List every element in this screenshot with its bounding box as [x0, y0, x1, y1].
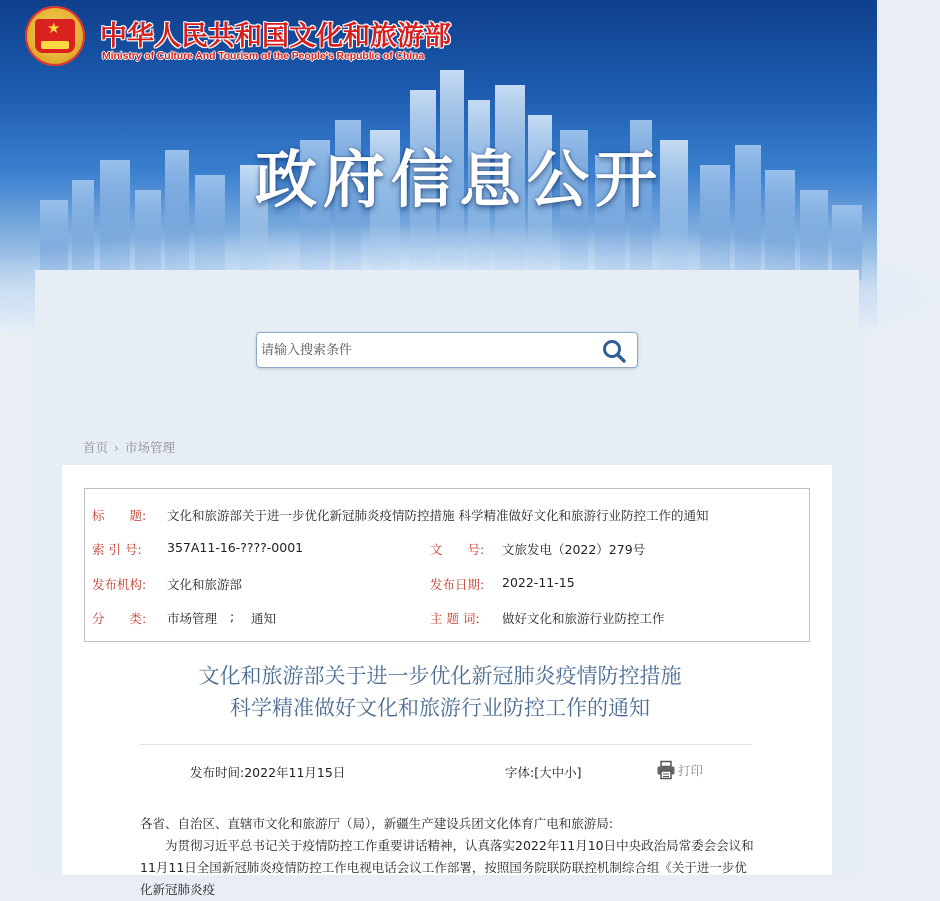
meta-pubdate-label: 发布日期:: [430, 577, 485, 592]
meta-index-value: 357A11-16-????-0001: [167, 540, 304, 555]
font-size-label: 字体:: [505, 765, 535, 780]
meta-title-value: 文化和旅游部关于进一步优化新冠肺炎疫情防控措施 科学精准做好文化和旅游行业防控工作的通知: [167, 508, 709, 523]
search-input[interactable]: [257, 333, 587, 367]
print-button[interactable]: [656, 760, 703, 780]
font-size-medium-link[interactable]: 中: [551, 765, 565, 780]
meta-category-value-2: 通知: [251, 611, 277, 626]
font-bracket-open: [: [534, 765, 540, 780]
article-paragraph-2: 为贯彻习近平总书记关于疫情防控工作重要讲话精神，认真落实2022年11月10日中央政治局常委会会议和11月11日全国新冠肺炎疫情防控工作电视电话会议工作部署，按照国务院联防联控机制综合组《关于进一步优化新冠肺炎疫: [140, 838, 754, 897]
font-size-small-link[interactable]: 小: [564, 765, 577, 780]
printer-icon: [656, 760, 676, 780]
meta-subject-value: 做好文化和旅游行业防控工作: [502, 611, 665, 626]
article-title-line-1: 文化和旅游部关于进一步优化新冠肺炎疫情防控措施: [198, 664, 682, 688]
document-meta-table: [84, 488, 810, 642]
font-bracket-close: ]: [576, 765, 582, 780]
title-divider: [140, 744, 752, 745]
article-title-line-2: 科学精准做好文化和旅游行业防控工作的通知: [230, 696, 650, 720]
article-paragraph-1: 各省、自治区、直辖市文化和旅游厅（局），新疆生产建设兵团文化体育广电和旅游局:: [140, 816, 613, 831]
ministry-name-en[interactable]: Ministry of Culture And Tourism of the People's Republic of China: [102, 50, 425, 62]
publish-time: [190, 763, 345, 781]
breadcrumb-current-link[interactable]: 市场管理: [125, 440, 176, 455]
font-size-control: [505, 763, 582, 781]
meta-category-label: 分 类:: [92, 611, 147, 626]
print-label: 打印: [678, 763, 704, 778]
publish-time-label: 发布时间:: [190, 765, 245, 780]
meta-subject-label: 主 题 词:: [430, 611, 480, 626]
national-emblem-icon[interactable]: [25, 6, 85, 66]
meta-category-value: 市场管理: [167, 611, 218, 626]
font-size-large-link[interactable]: 大: [539, 765, 552, 780]
meta-index-label: 索 引 号:: [92, 542, 142, 557]
meta-docno-value: 文旅发电（2022）279号: [502, 542, 646, 557]
search-icon[interactable]: [601, 338, 627, 364]
meta-docno-label: 文 号:: [430, 542, 485, 557]
article-title: [140, 660, 740, 724]
breadcrumb: [83, 438, 175, 456]
breadcrumb-separator: ›: [114, 440, 120, 455]
search-box: [256, 332, 638, 368]
meta-pubdate-value: 2022-11-15: [502, 575, 575, 590]
meta-title-label: 标 题:: [92, 508, 147, 523]
meta-category-separator: ;: [230, 609, 235, 624]
banner-title: 政府信息公开: [254, 143, 663, 216]
meta-publisher-value: 文化和旅游部: [167, 577, 243, 592]
meta-publisher-label: 发布机构:: [92, 577, 147, 592]
ministry-name-cn[interactable]: 中华人民共和国文化和旅游部: [100, 21, 451, 52]
emblem-shield: [35, 19, 75, 53]
publish-time-value: 2022年11月15日: [244, 765, 346, 780]
breadcrumb-home-link[interactable]: 首页: [83, 440, 109, 455]
